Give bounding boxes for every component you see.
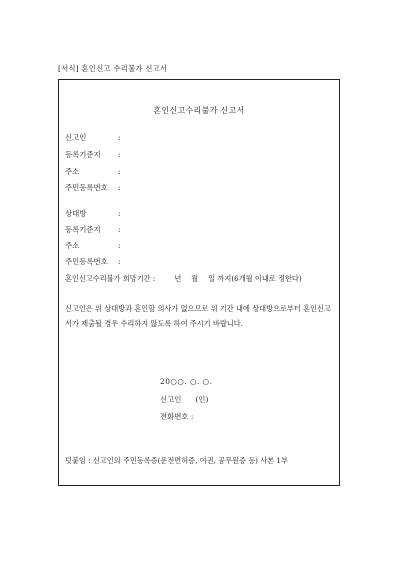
desired-period-label: 혼인신고수리불가 희망기간 : [65,274,156,283]
colon: : [118,183,121,192]
day-unit: 일 까지(6개월 이내로 정한다) [208,274,302,283]
month-unit: 월 [191,274,199,283]
phone-line: 전화번호 : [160,412,194,421]
signer-line [160,394,208,405]
counterpart-name-field [65,208,121,220]
document-title: 혼인신고수리불가 신고서 [153,106,245,115]
counterpart-rrn-field [65,256,121,268]
applicant-name-field [65,132,121,144]
year-unit: 년 [174,274,182,283]
signer-label: 신고인 [160,395,182,404]
counterpart-address-label: 주소 [65,241,80,250]
applicant-address-label: 주소 [65,167,80,176]
applicant-registry-field [65,149,121,161]
colon: : [118,241,121,250]
counterpart-registry-field [65,224,121,236]
colon: : [118,150,121,159]
counterpart-name-label: 상대방 [65,209,87,218]
attachment-note: 덧붙임 : 신고인의 주민등록증(운전면허증, 여권, 공무원증 등) 사본 1부 [65,456,288,465]
form-box [58,79,340,486]
colon: : [118,167,121,176]
applicant-rrn-label: 주민등록번호 [65,183,108,192]
date-line: 20○○. ○. ○. [160,377,213,386]
colon: : [118,225,121,234]
counterpart-rrn-label: 주민등록번호 [65,257,108,266]
colon: : [118,133,121,142]
form-label: [서식] 혼인신고 수리불가 신고서 [58,64,168,73]
counterpart-address-field [65,240,121,252]
seal-mark: (인) [195,395,209,404]
request-body-text: 신고인은 위 상대방과 혼인할 의사가 없으므로 위 기간 내에 상대방으로부터 혼인신고서가 제출될 경우 수리하지 않도록 하여 주시기 바랍니다. [65,304,331,328]
applicant-name-label: 신고인 [65,133,87,142]
desired-period-line [65,274,307,284]
applicant-address-field [65,166,121,178]
applicant-registry-label: 등록기준지 [65,150,101,159]
counterpart-registry-label: 등록기준지 [65,225,101,234]
colon: : [118,209,121,218]
applicant-rrn-field [65,182,121,194]
colon: : [118,257,121,266]
